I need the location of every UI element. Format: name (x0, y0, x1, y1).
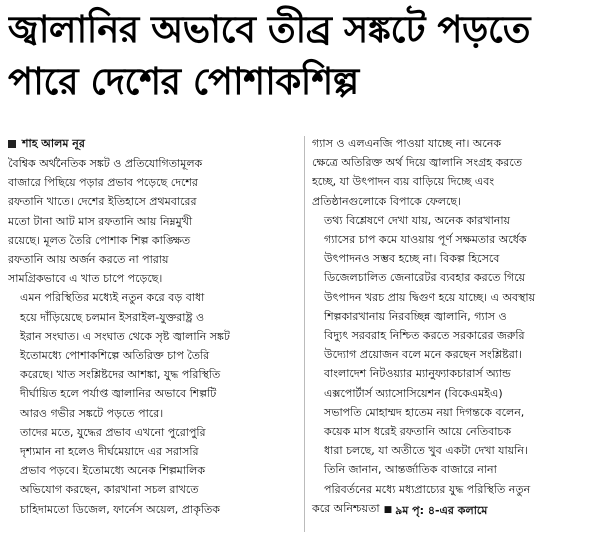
article-line: তিনি জানান, আন্তর্জাতিক বাজারে নানা (324, 463, 497, 477)
headline-line-2: পারে দেশের পোশাকশিল্প (8, 60, 359, 103)
article-line: তথ্য বিশ্লেষণে দেখা যায়, অনেক কারখানায় (324, 213, 511, 227)
article-line: রয়েছে। মূলত তৈরি পোশাক শিল্প কাঙ্ক্ষিত (8, 233, 191, 247)
right-column (312, 134, 604, 520)
article-line: করেছে। খাত সংশ্লিষ্টদের আশঙ্কা, যুদ্ধ পরিস্থিতি (20, 368, 221, 382)
byline-square-icon (8, 140, 16, 148)
article-line: সভাপতি মোহাম্মদ হাতেম নয়া দিগন্তকে বলেন, (324, 405, 525, 419)
article-line: ক্ষেত্রে অতিরিক্ত অর্থ দিয়ে জ্বালানি সংগ্রহ করতে (312, 156, 522, 170)
article-line: করে অনিশ্চয়তা (312, 501, 380, 515)
article-line: অভিযোগ করছেন, কারখানা সচল রাখতে (20, 483, 199, 497)
article-paragraph (8, 288, 300, 422)
left-column (8, 134, 300, 519)
article-line: প্রতিষ্ঠানগুলোকে বিপাকে ফেলছে। (312, 194, 461, 208)
byline (8, 134, 300, 154)
article-paragraph (312, 134, 604, 211)
article-line: বিদ্যুৎ সরবরাহ নিশ্চিত করতে সরকারের জরুরি (324, 329, 525, 343)
article-line: উৎপাদনও সম্ভব হচ্ছে না। বিকল্প হিসেবে (324, 252, 500, 266)
article-line: উদ্যোগ প্রয়োজন বলে মনে করছেন সংশ্লিষ্টরা। (324, 348, 522, 362)
article-paragraph (312, 364, 604, 498)
article-line: তাদের মতে, যুদ্ধের প্রভাব এখনো পুরোপুরি (20, 425, 206, 439)
article-line: গ্যাসের চাপ কমে যাওয়ায় পূর্ণ সক্ষমতার অর্ধেক (324, 233, 527, 247)
article-line: কয়েক মাস ধরেই রফতানি আয়ে নেতিবাচক (324, 425, 512, 439)
article-line: ইরান সংঘাত। এ সংঘাত থেকে সৃষ্ট জ্বালানি সঙ্কট (20, 329, 230, 343)
headline (8, 4, 608, 108)
article-line: চাহিদামতো ডিজেল, ফার্নেস অয়েল, প্রাকৃতিক (20, 502, 220, 516)
article-line: সামগ্রিকভাবে এ খাত চাপে পড়েছে। (8, 272, 163, 286)
article-line: পরিবর্তনের মধ্যে মধ্যপ্রাচ্যের যুদ্ধ পরিস্থিতি নতুন (324, 482, 531, 496)
article-line: শিল্পকারখানায় নিরবচ্ছিন্ন জ্বালানি, গ্যাস ও (324, 309, 507, 323)
article-line: হচ্ছে, যা উৎপাদন ব্যয় বাড়িয়ে দিচ্ছে এবং (312, 175, 495, 189)
article-line: রফতানি খাতে। দেশের ইতিহাসে প্রথমবারের (8, 195, 197, 209)
article-last-line (312, 499, 604, 520)
headline-line-1: জ্বালানির অভাবে তীব্র সঙ্কটে পড়তে (8, 8, 531, 51)
article-line: আরও গভীর সঙ্কটে পড়তে পারে। (20, 406, 164, 420)
article-paragraph (312, 211, 604, 365)
article-line: বৈশ্বিক অর্থনৈতিক সঙ্কট ও প্রতিযোগিতামূলক (8, 157, 203, 170)
byline-author: শাহ আলম নূর (22, 137, 85, 151)
article-line: দৃশ্যমান না হলেও দীর্ঘমেয়াদে এর সরাসরি (20, 445, 199, 459)
article-line: ডিজেলচালিত জেনারেটর ব্যবহার করতে গিয়ে (324, 271, 526, 285)
continued-jump-link[interactable] (380, 501, 488, 520)
article-line: বাংলাদেশ নিটওয়্যার ম্যানুফ্যাকচারার্স অ্যান্ড (324, 367, 511, 381)
article-line: দীর্ঘায়িত হলে পর্যাপ্ত জ্বালানির অভাবে শিল্পটি (20, 387, 217, 401)
article-line: গ্যাস ও এলএনজি পাওয়া যাচ্ছে না। অনেক (312, 137, 502, 150)
article-line: বাজারে পিছিয়ে পড়ার প্রভাব পড়েছে দেশের (8, 176, 198, 190)
article-line: রফতানি আয় অর্জন করতে না পারায় (8, 253, 169, 267)
article-line: এমন পরিস্থিতির মধ্যেই নতুন করে বড় বাধা (20, 291, 205, 305)
jump-text: ৯ম পৃ: ৪-এর কলামে (395, 503, 488, 517)
article-line: ইতোমধ্যে পোশাকশিল্পে অতিরিক্ত চাপ তৈরি (20, 349, 210, 363)
column-divider (304, 136, 305, 532)
article-line: উৎপাদন খরচ প্রায় দ্বিগুণ হয়ে যাচ্ছে। এ অবস্থায় (324, 290, 536, 304)
article-line: ধারা চলছে, যা অতীতে খুব একটা দেখা যায়নি। (324, 444, 528, 458)
article-line: এক্সপোর্টার্স অ্যাসোসিয়েশন (বিকেএমইএ) (324, 386, 503, 400)
article-line: হয়ে দাঁড়িয়েছে চলমান ইসরাইল-যুক্তরাষ্ট্র ও (20, 310, 205, 324)
article-paragraph (8, 154, 300, 288)
article-line: মতো টানা আট মাস রফতানি আয় নিম্নমুখী (8, 214, 193, 228)
article-paragraph (8, 423, 300, 519)
jump-square-icon: ■ (383, 504, 393, 515)
article-line: প্রভাব পড়বে। ইতোমধ্যে অনেক শিল্পমালিক (20, 464, 206, 478)
